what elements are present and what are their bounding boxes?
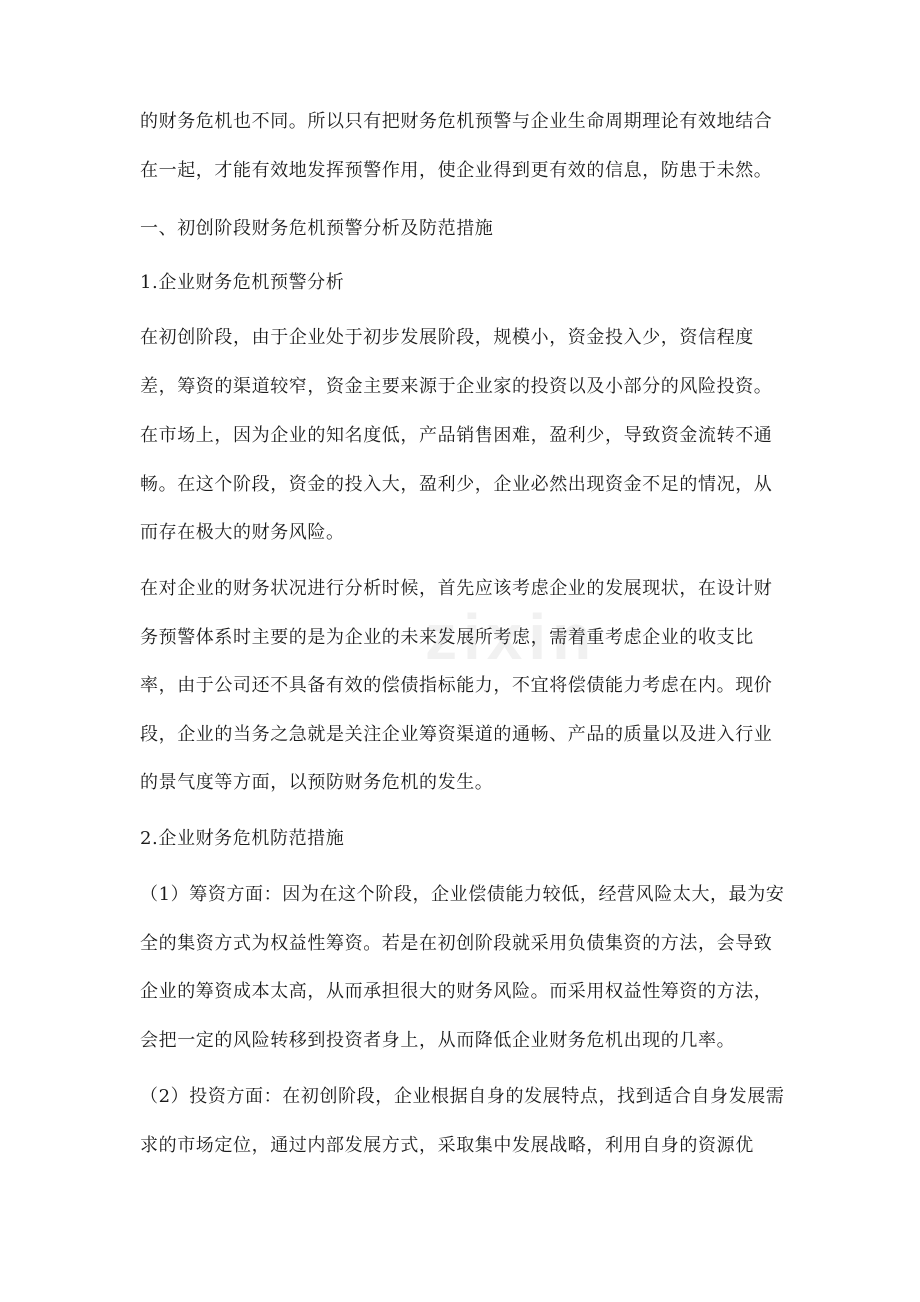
paragraph-line: 务预警体系时主要的是为企业的未来发展所考虑，需着重考虑企业的收支比	[140, 627, 754, 648]
paragraph-line: 在对企业的财务状况进行分析时候，首先应该考虑企业的发展现状，在设计财	[140, 578, 773, 599]
paragraph-line: 企业的筹资成本太高，从而承担很大的财务风险。而采用权益性筹资的方法，	[140, 981, 773, 1002]
subsection-heading: 2.企业财务危机防范措施	[140, 828, 345, 849]
watermark: zixin	[425, 601, 598, 673]
paragraph-line: 率，由于公司还不具备有效的偿债指标能力，不宜将偿债能力考虑在内。现价	[140, 675, 773, 696]
paragraph-line: 求的市场定位，通过内部发展方式，采取集中发展战略，利用自身的资源优	[140, 1135, 754, 1156]
paragraph-line: 在市场上，因为企业的知名度低，产品销售困难，盈利少，导致资金流转不通	[140, 425, 773, 446]
paragraph-line: 而存在极大的财务风险。	[140, 522, 345, 543]
paragraph-line: 的景气度等方面，以预防财务危机的发生。	[140, 772, 494, 793]
paragraph-line: 会把一定的风险转移到投资者身上，从而降低企业财务危机出现的几率。	[140, 1030, 736, 1051]
paragraph-line: 全的集资方式为权益性筹资。若是在初创阶段就采用负债集资的方法，会导致	[140, 933, 773, 954]
paragraph-line: （1）筹资方面：因为在这个阶段，企业偿债能力较低，经营风险太大，最为安	[140, 884, 785, 905]
section-heading: 一、初创阶段财务危机预警分析及防范措施	[140, 218, 494, 239]
paragraph-line: （2）投资方面：在初创阶段，企业根据自身的发展特点，找到适合自身发展需	[140, 1086, 785, 1107]
paragraph-line: 差，筹资的渠道较窄，资金主要来源于企业家的投资以及小部分的风险投资。	[140, 376, 773, 397]
paragraph-line: 畅。在这个阶段，资金的投入大，盈利少，企业必然出现资金不足的情况，从	[140, 474, 773, 495]
paragraph-line: 段，企业的当务之急就是关注企业筹资渠道的通畅、产品的质量以及进入行业	[140, 724, 773, 745]
paragraph-line: 的财务危机也不同。所以只有把财务危机预警与企业生命周期理论有效地结合	[140, 111, 773, 132]
paragraph-line: 在初创阶段，由于企业处于初步发展阶段，规模小，资金投入少，资信程度	[140, 327, 754, 348]
paragraph-line: 在一起，才能有效地发挥预警作用，使企业得到更有效的信息，防患于未然。	[140, 160, 773, 181]
subsection-heading: 1.企业财务危机预警分析	[140, 272, 345, 293]
